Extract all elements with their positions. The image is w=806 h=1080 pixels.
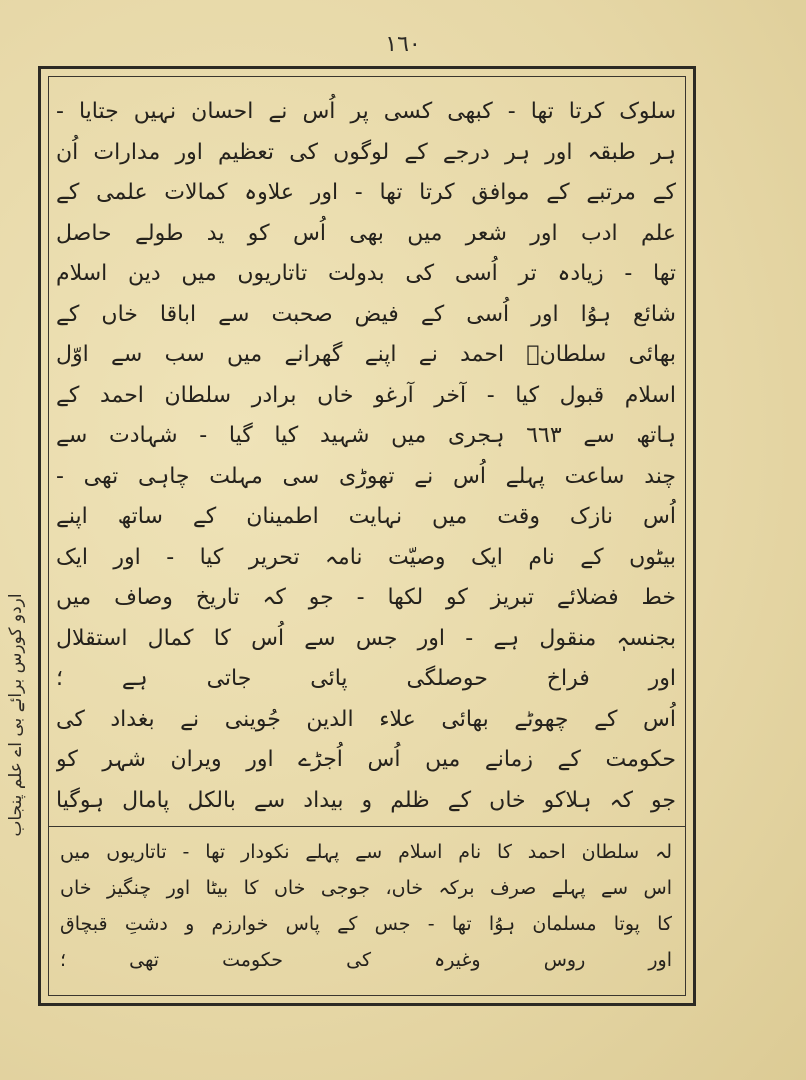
footnote-line: کا پوتا مسلمان ہوُا تھا - جس کے پاس خوارزم و دشتِ قبچاق: [60, 913, 672, 935]
margin-note: اردو کورس برائے بی اے علم پنجاب: [6, 593, 26, 837]
text-line: جو کہ ہلاکو خاں کے ظلم و بیداد سے بالکل پامال ہوگیا: [56, 787, 676, 813]
text-line: ہاتھ سے ٦٦٣ ہجری میں شہید کیا گیا - شہادت سے: [56, 423, 676, 448]
text-line: سلوک کرتا تھا - کبھی کسی پر اُس نے احسان نہیں جتایا -: [56, 99, 676, 124]
text-line: تھا - زیادہ تر اُسی کی بدولت تاتاریوں میں دین اسلام: [56, 261, 676, 286]
text-line: ہر طبقہ اور ہر درجے کے لوگوں کی تعظیم اور مدارات اُن: [56, 139, 676, 165]
text-line: بھائی سلطانؒ احمد نے اپنے گھرانے میں سب سے اوّل: [56, 342, 676, 367]
footnote-line: اور روس وغیرہ کی حکومت تھی ؛: [60, 949, 672, 971]
text-line: اور فراخ حوصلگی پائی جاتی ہے ؛: [56, 666, 676, 691]
text-line: علم ادب اور شعر میں بھی اُس کو ید طولے حاصل: [56, 220, 676, 246]
text-line: چند ساعت پہلے اُس نے تھوڑی سی مہلت چاہی تھی -: [56, 463, 676, 489]
text-line: اُس کے چھوٹے بھائی علاء الدین جُوینی نے بغداد کی: [56, 706, 676, 732]
main-text: [56, 92, 676, 817]
footnote: [60, 834, 672, 984]
text-line: بجنسہٖ منقول ہے - اور جس سے اُس کا کمال استقلال: [56, 625, 676, 651]
footnote-divider: [48, 826, 686, 827]
text-line: حکومت کے زمانے میں اُس اُجڑے اور ویران شہر کو: [56, 747, 676, 772]
text-line: شائع ہوُا اور اُسی کے فیض صحبت سے اباقا خاں کے: [56, 301, 676, 327]
text-line: کے مرتبے کے موافق کرتا تھا - اور علاوہ کمالات علمی کے: [56, 180, 676, 205]
page-number: ١٦٠: [385, 32, 421, 57]
text-line: اُس نازک وقت میں نہایت اطمینان کے ساتھ اپنے: [56, 504, 676, 529]
text-line: بیٹوں کے نام ایک وصیّت نامہ تحریر کیا - اور ایک: [56, 544, 676, 570]
text-line: خط فضلائے تبریز کو لکھا - جو کہ تاریخ وصاف میں: [56, 585, 676, 610]
text-line: اسلام قبول کیا - آخر آرغو خاں برادر سلطان احمد کے: [56, 382, 676, 408]
footnote-line: اس سے پہلے صرف برکہ خاں، جوجی خاں کا بیٹا اور چنگیز خاں: [60, 877, 672, 899]
footnote-line: لہ سلطان احمد کا نام اسلام سے پہلے نکودار تھا - تاتاریوں میں: [60, 841, 672, 863]
